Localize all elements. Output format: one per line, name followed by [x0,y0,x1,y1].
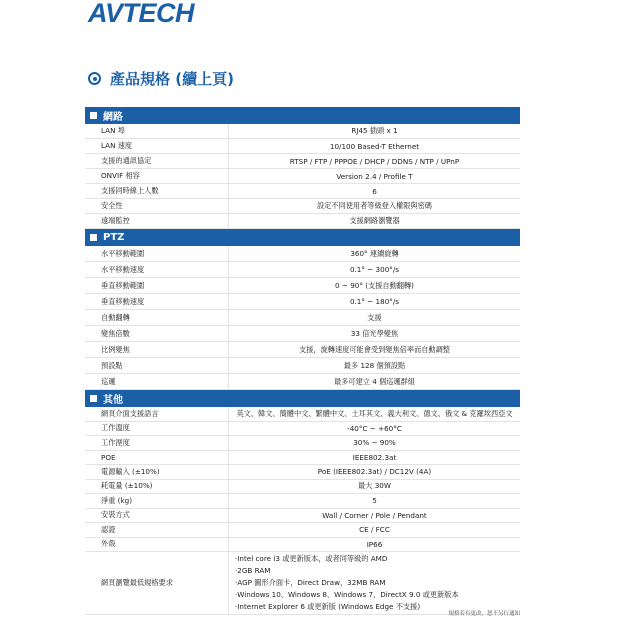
square-icon [90,234,97,241]
row-value: 最多 128 個預設點 [228,358,520,373]
row-value: 5 [228,494,520,508]
row-label: 工作溫度 [101,423,130,433]
table-row [85,310,520,326]
avtech-logo: AVTECH [88,0,195,28]
row-label: LAN 速度 [101,141,133,150]
section-title: PTZ [103,232,125,243]
row-value: CE / FCC [228,523,520,537]
row-label: ONVIF 相容 [101,171,140,180]
table-row [85,124,520,139]
row-value: 10/100 Based-T Ethernet [228,139,520,153]
row-value: 最多可建立 4 個巡邏群組 [228,374,520,389]
row-label: 垂直移動範圍 [101,280,145,290]
row-value: -40°C ~ +60°C [228,422,520,436]
row-label: 認證 [101,524,116,534]
row-label: 遠端監控 [101,216,130,225]
square-icon [90,112,97,119]
table-row [85,480,520,495]
row-label: 安全性 [101,201,123,210]
row-value: 30% ~ 90% [228,436,520,450]
row-label: 網頁介面支援語言 [101,408,159,418]
section-header-other [85,390,520,407]
row-label: 垂直移動速度 [101,296,145,306]
row-label: 支援同時線上人數 [101,186,159,195]
table-row [85,199,520,214]
table-row [85,169,520,184]
table-row [85,246,520,262]
section-header-network [85,107,520,124]
requirement-line: ‧AGP 圖形介面卡，Direct Draw，32MB RAM [235,578,386,587]
table-row [85,465,520,480]
row-label: LAN 埠 [101,126,125,135]
row-label: 水平移動速度 [101,264,145,274]
row-value: 最大 30W [228,480,520,494]
table-row [85,139,520,154]
row-value: IP66 [228,538,520,552]
row-value: 6 [228,184,520,198]
row-label: 變焦倍數 [101,328,130,338]
row-value: 0.1° ~ 180°/s [228,294,520,309]
table-row [85,538,520,553]
row-label: 巡邏 [101,376,116,386]
table-row [85,278,520,294]
row-value: 支援，旋轉速度可能會受到變焦倍率而自動調整 [228,342,520,357]
row-label: 水平移動範圍 [101,248,145,258]
section-header-ptz [85,229,520,246]
table-row [85,436,520,451]
bullet-circle-icon [88,72,101,85]
table-row [85,154,520,169]
row-value: 33 倍光學變焦 [228,326,520,341]
row-label: 耗電量 (±10%) [101,481,153,491]
row-value: Version 2.4 / Profile T [228,169,520,183]
row-label: 自動翻轉 [101,312,130,322]
row-value: 0.1° ~ 300°/s [228,262,520,277]
section-title: 其他 [103,395,123,406]
row-value: 支援網路瀏覽器 [228,214,520,228]
row-label: 電源輸入 (±10%) [101,466,160,476]
table-row [85,262,520,278]
row-value: Wall / Corner / Pole / Pendant [228,509,520,523]
section-title: 網路 [103,112,123,123]
table-row [85,407,520,422]
table-row [85,494,520,509]
table-row [85,374,520,390]
row-value: RTSP / FTP / PPPOE / DHCP / DDNS / NTP / UPnP [228,154,520,168]
row-value: IEEE802.3at [228,451,520,465]
page-title-text: 產品規格 (續上頁) [110,70,234,88]
square-icon [90,395,97,402]
table-row [85,523,520,538]
requirement-line: ‧2GB RAM [235,566,271,575]
table-row [85,214,520,229]
requirement-line: ‧Intel core i3 或更新版本，或者同等級的 AMD [235,554,388,563]
row-value: 支援 [228,310,520,325]
table-row [85,451,520,466]
row-label: 安裝方式 [101,510,130,520]
row-value: PoE (IEEE802.3at) / DC12V (4A) [228,465,520,479]
table-row-browser-requirements [85,552,520,615]
requirement-line: ‧Internet Explorer 6 或更新版 (Windows Edge 不支援) [235,602,421,611]
row-label: 預設點 [101,360,123,370]
row-value: 360° 連續旋轉 [228,246,520,261]
table-row [85,509,520,524]
row-value: RJ45 插頭 x 1 [228,124,520,138]
row-label: 網頁瀏覽最低規格要求 [101,578,173,587]
row-value: 英文、韓文、簡體中文、繁體中文、土耳其文、義大利文、德文、俄文 & 克羅埃西亞文 [228,407,520,421]
spec-table [85,107,520,615]
row-value [228,552,520,614]
row-label: 工作溼度 [101,437,130,447]
table-row [85,342,520,358]
row-label: 支援的通訊協定 [101,156,152,165]
table-row [85,422,520,437]
row-label: POE [101,452,116,462]
row-label: 淨重 (kg) [101,495,132,505]
row-value: 0 ~ 90° (支援自動翻轉) [228,278,520,293]
table-row [85,184,520,199]
row-label: 外殼 [101,539,116,549]
row-value: 設定不同使用者等級登入權限與密碼 [228,199,520,213]
footnote: 規格若有更改，恕不另行通知 [448,611,520,617]
table-row [85,326,520,342]
table-row [85,358,520,374]
page-title [88,68,234,89]
requirement-line: ‧Windows 10、Windows 8、Windows 7，DirectX 9.0 或更新版本 [235,590,459,599]
row-label: 比例變焦 [101,344,130,354]
table-row [85,294,520,310]
